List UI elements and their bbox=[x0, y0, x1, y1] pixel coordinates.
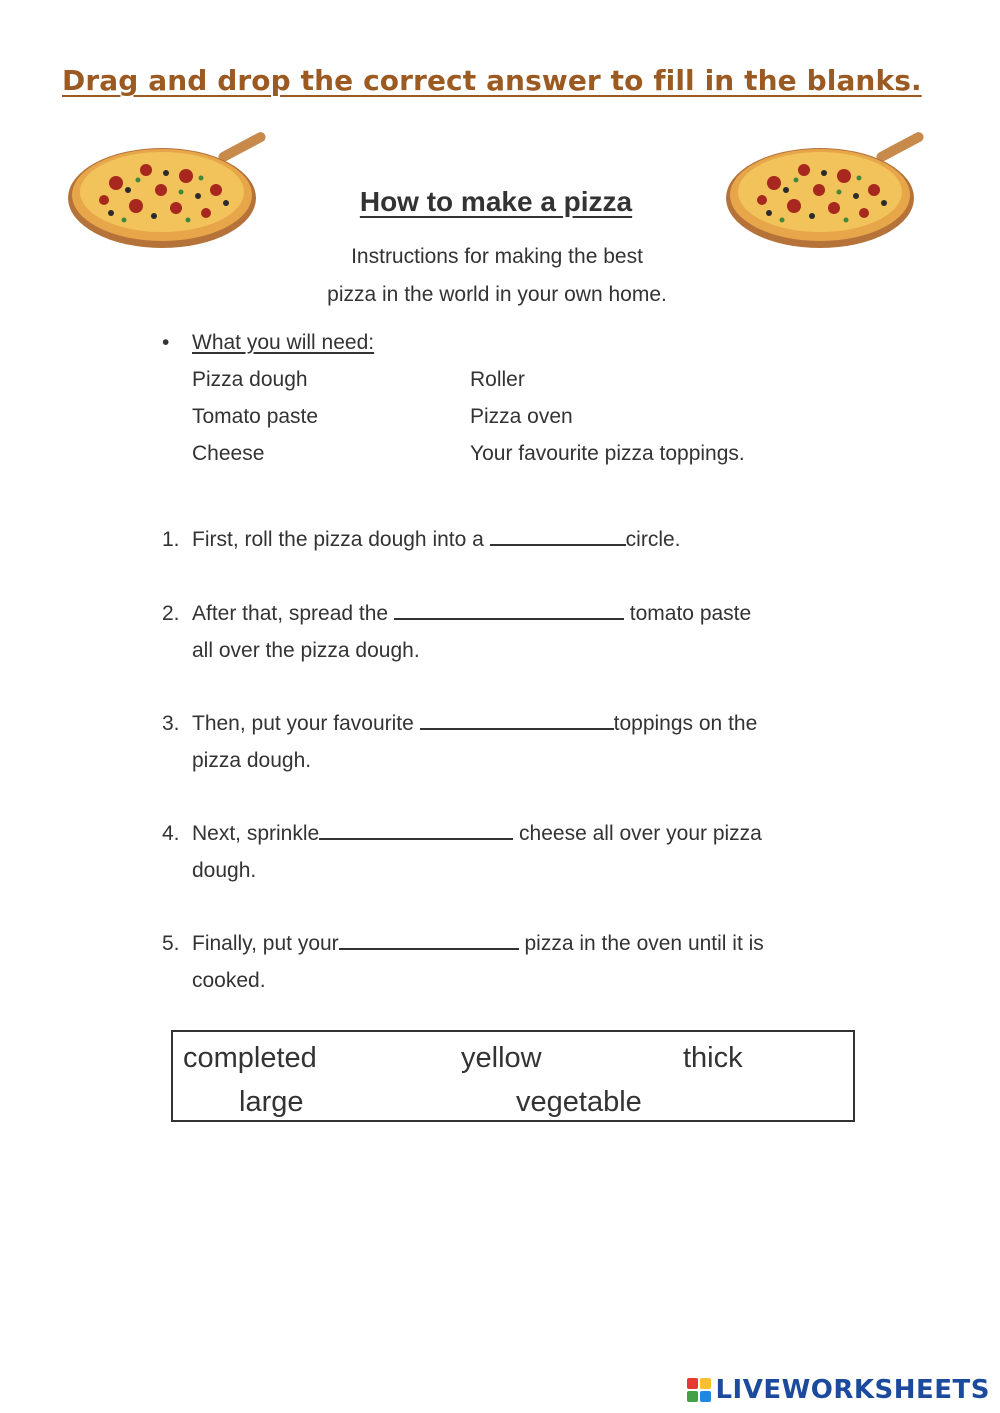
step-text: tomato paste bbox=[623, 602, 752, 625]
answer-blank-5[interactable] bbox=[339, 928, 519, 950]
step-text: Next, sprinkle bbox=[192, 822, 320, 845]
logo-square bbox=[687, 1391, 698, 1402]
need-item: Tomato paste bbox=[192, 405, 319, 428]
step-4 bbox=[162, 815, 762, 889]
step-1 bbox=[162, 521, 681, 558]
step-number: 4. bbox=[162, 822, 180, 845]
liveworksheets-logo-icon bbox=[687, 1378, 711, 1402]
word-completed[interactable]: completed bbox=[183, 1042, 317, 1074]
step-number: 1. bbox=[162, 528, 180, 551]
step-5 bbox=[162, 925, 764, 999]
step-continuation: dough. bbox=[192, 859, 257, 882]
step-text: toppings on the bbox=[613, 712, 758, 735]
need-item: Your favourite pizza toppings. bbox=[470, 442, 745, 465]
answer-blank-2[interactable] bbox=[394, 598, 624, 620]
step-text: Finally, put your bbox=[192, 932, 339, 955]
answer-blank-1[interactable] bbox=[490, 524, 626, 546]
logo-square bbox=[700, 1391, 711, 1402]
step-text: circle. bbox=[625, 528, 681, 551]
step-2 bbox=[162, 595, 751, 669]
step-number: 3. bbox=[162, 712, 180, 735]
step-continuation: cooked. bbox=[192, 969, 266, 992]
word-yellow[interactable]: yellow bbox=[461, 1042, 542, 1074]
step-continuation: pizza dough. bbox=[192, 749, 312, 772]
step-text: Then, put your favourite bbox=[192, 712, 420, 735]
step-3 bbox=[162, 705, 757, 779]
step-number: 2. bbox=[162, 602, 180, 625]
step-number: 5. bbox=[162, 932, 180, 955]
need-item: Pizza dough bbox=[192, 368, 308, 391]
bullet-icon: • bbox=[162, 331, 170, 354]
need-item: Cheese bbox=[192, 442, 265, 465]
worksheet-title: How to make a pizza bbox=[359, 186, 633, 217]
step-text: After that, spread the bbox=[192, 602, 394, 625]
word-vegetable[interactable]: vegetable bbox=[516, 1086, 642, 1118]
liveworksheets-brand bbox=[687, 1375, 990, 1405]
word-large[interactable]: large bbox=[239, 1086, 304, 1118]
answer-blank-3[interactable] bbox=[420, 708, 614, 730]
logo-square bbox=[687, 1378, 698, 1389]
need-item: Roller bbox=[470, 368, 525, 391]
needs-heading-label: What you will need: bbox=[192, 331, 375, 354]
step-text: cheese all over your pizza bbox=[513, 822, 762, 845]
step-text: pizza in the oven until it is bbox=[518, 932, 764, 955]
answer-blank-4[interactable] bbox=[319, 818, 513, 840]
subtitle-line-1: Instructions for making the best bbox=[351, 245, 643, 268]
step-text: First, roll the pizza dough into a bbox=[192, 528, 490, 551]
subtitle-line-2: pizza in the world in your own home. bbox=[327, 283, 667, 306]
need-item: Pizza oven bbox=[470, 405, 573, 428]
instruction-text: Drag and drop the correct answer to fill in the blanks. bbox=[62, 64, 922, 97]
word-bank bbox=[171, 1030, 855, 1122]
logo-square bbox=[700, 1378, 711, 1389]
step-continuation: all over the pizza dough. bbox=[192, 639, 420, 662]
needs-heading bbox=[162, 331, 374, 355]
brand-name: LIVEWORKSHEETS bbox=[715, 1375, 990, 1405]
word-thick[interactable]: thick bbox=[683, 1042, 743, 1074]
